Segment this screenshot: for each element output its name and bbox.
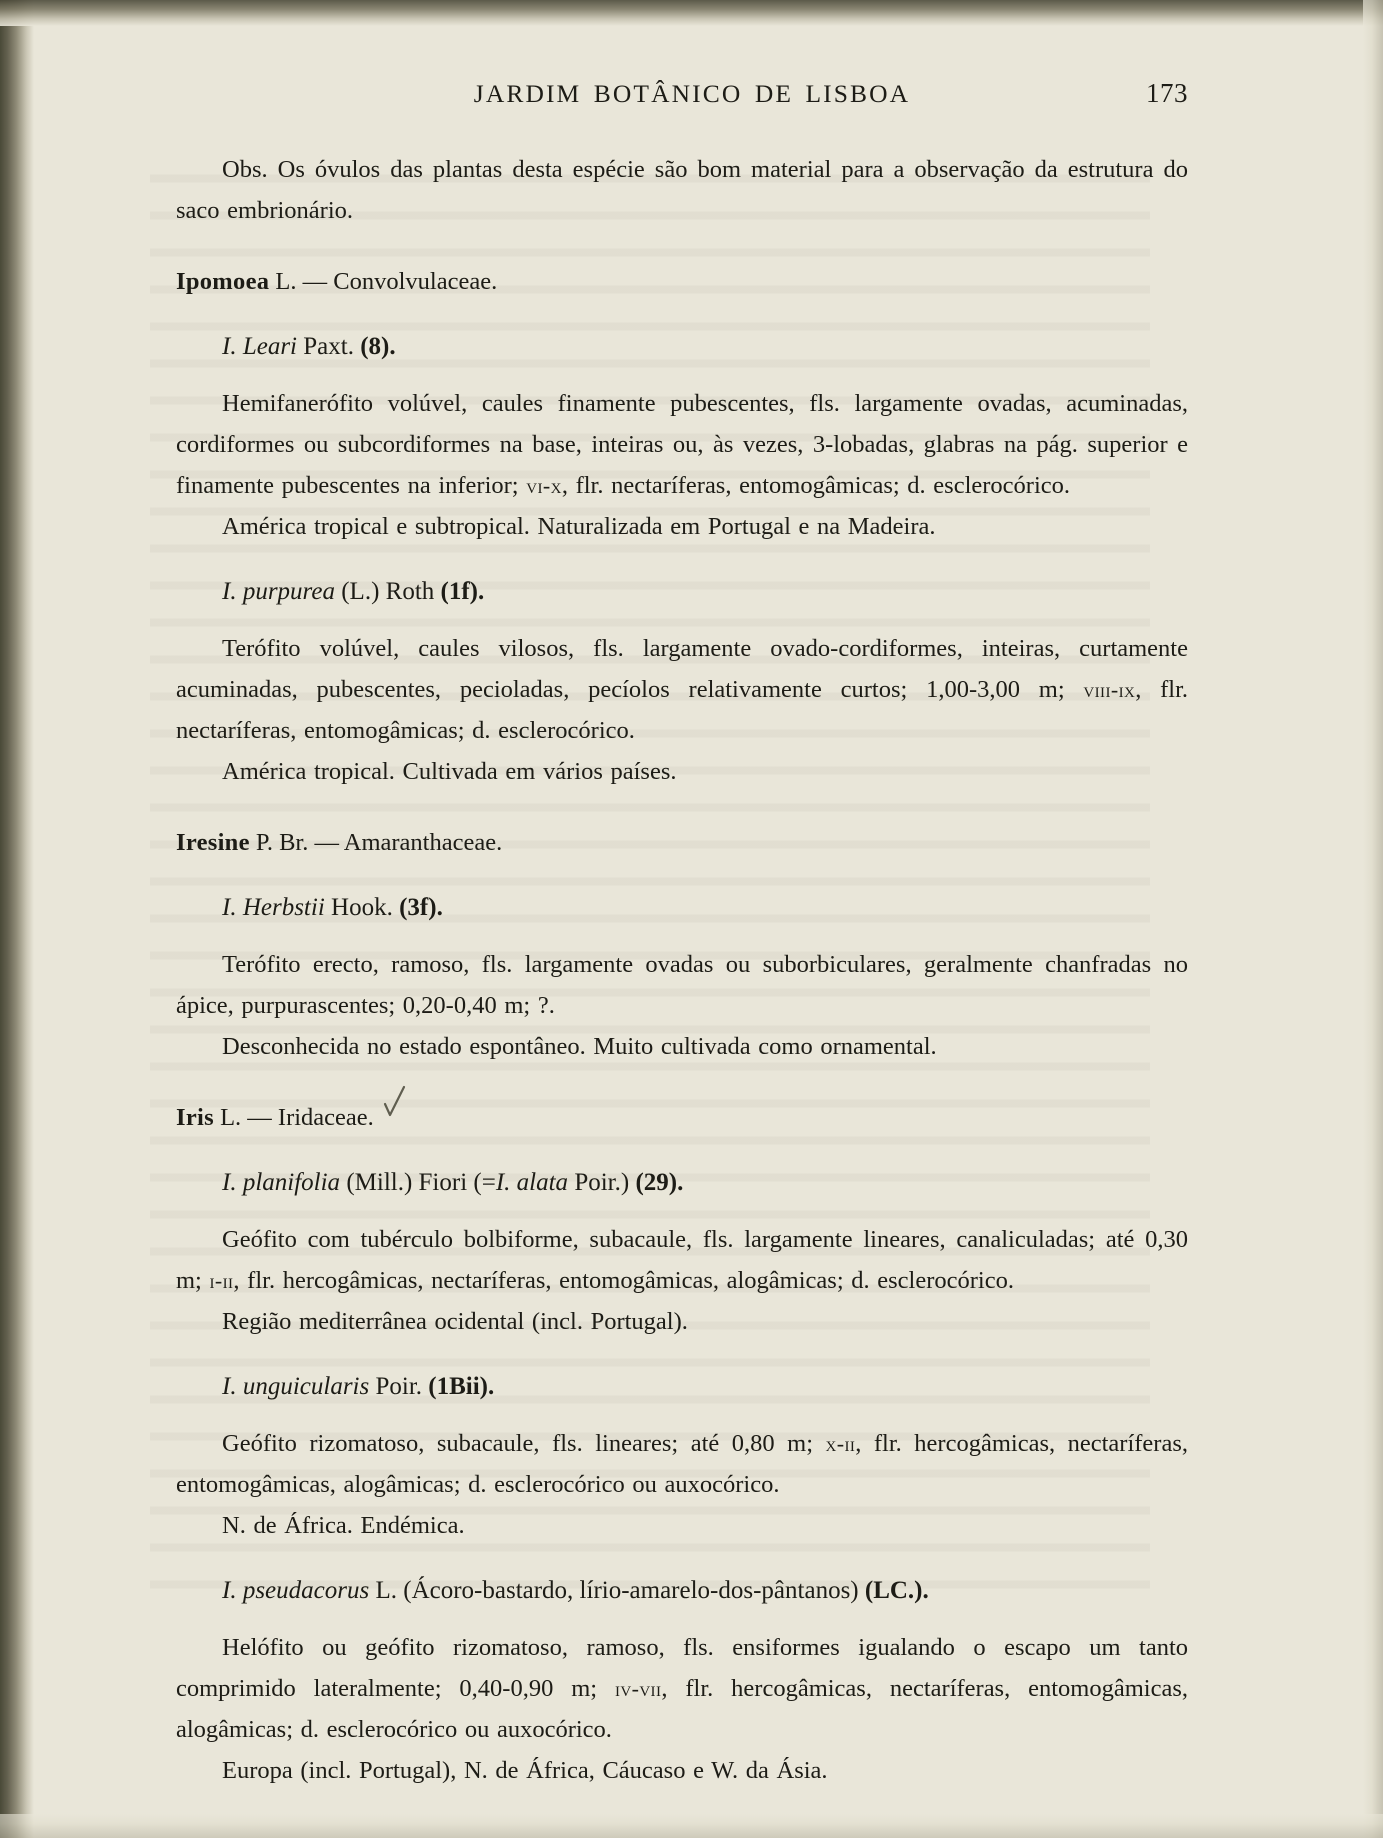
- species-genus-abbr: I.: [222, 1373, 237, 1400]
- species-description-herbstii: [176, 944, 1188, 1026]
- genus-authority-family: L. — Convolvulaceae.: [269, 268, 498, 295]
- species-heading-herbstii: [176, 887, 1188, 928]
- species-number: (8).: [360, 333, 396, 360]
- species-heading-pseudacorus: [176, 1570, 1188, 1611]
- species-heading-unguicularis: [176, 1366, 1188, 1407]
- species-number: (LC.).: [864, 1577, 929, 1604]
- synonym-authority: Poir.): [568, 1169, 636, 1196]
- scan-gutter-top: [0, 0, 1383, 26]
- page-content: [176, 78, 1188, 1791]
- species-authority: Poir.: [369, 1373, 429, 1400]
- genus-name: Ipomoea: [176, 268, 270, 295]
- species-epithet: pseudacorus: [242, 1577, 370, 1604]
- species-epithet: Leari: [242, 333, 298, 360]
- description-tail: , flr. hercogâmicas, nectaríferas, entomogâmicas, alogâmicas; d. esclerocórico ou auxocórico.: [176, 1430, 1188, 1498]
- genus-heading-iresine: [176, 822, 1188, 863]
- species-authority: (L.) Roth: [334, 578, 441, 605]
- species-number: (3f).: [399, 894, 443, 921]
- scan-gutter-left: [0, 0, 34, 1838]
- flowering-months: viii-ix: [1083, 677, 1136, 702]
- species-distribution-unguicularis: N. de África. Endémica.: [222, 1512, 465, 1539]
- species-epithet: unguicularis: [242, 1373, 370, 1400]
- description-tail: , flr. nectaríferas, entomogâmicas; d. esclerocórico.: [176, 676, 1189, 744]
- species-authority: Paxt.: [297, 333, 361, 360]
- species-distribution-purpurea: América tropical. Cultivada em vários países.: [222, 758, 677, 785]
- page-header: [176, 78, 1188, 109]
- species-epithet: planifolia: [242, 1169, 341, 1196]
- synonym-genus-abbr: I.: [495, 1169, 511, 1196]
- description-tail: , flr. hercogâmicas, nectaríferas, entomogâmicas, alogâmicas; d. esclerocórico ou auxocórico.: [176, 1675, 1188, 1743]
- flowering-months: vi-x: [526, 473, 562, 498]
- species-authority: Hook.: [324, 894, 400, 921]
- description-head: Terófito erecto, ramoso, fls. largamente ovadas ou suborbiculares, geralmente chanfradas no ápice, purpurascentes; 0,20-0,40 m; ?.: [176, 951, 1188, 1019]
- description-head: Hemifanerófito volúvel, caules finamente pubescentes, fls. largamente ovadas, acuminadas, cordiformes ou subcordiformes na base, inteiras ou, às vezes, 3-lobadas, glabras na pág. superior e finamente pubescentes na inferior;: [176, 390, 1188, 499]
- flowering-months: iv-vii: [614, 1676, 662, 1701]
- species-genus-abbr: I.: [222, 578, 237, 605]
- species-genus-abbr: I.: [222, 1169, 237, 1196]
- species-description-leari: [176, 383, 1188, 506]
- species-heading-leari: [176, 326, 1188, 367]
- species-number: (1Bii).: [428, 1373, 495, 1400]
- description-tail: , flr. hercogâmicas, nectaríferas, entomogâmicas, alogâmicas; d. esclerocórico.: [233, 1267, 1014, 1294]
- genus-authority-family: L. — Iridaceae.: [213, 1104, 374, 1131]
- species-description-pseudacorus: [176, 1627, 1188, 1750]
- running-head: JARDIM BOTÂNICO DE LISBOA: [473, 79, 911, 108]
- species-description-unguicularis: [176, 1423, 1188, 1505]
- species-genus-abbr: I.: [222, 1577, 237, 1604]
- scan-gutter-bottom: [0, 1814, 1383, 1838]
- flowering-months: i-ii: [209, 1268, 234, 1293]
- species-heading-planifolia: [176, 1162, 1188, 1203]
- genus-name: Iris: [176, 1104, 214, 1131]
- genus-authority-family: P. Br. — Amaranthaceae.: [249, 829, 503, 856]
- observation-paragraph: Obs. Os óvulos das plantas desta espécie são bom material para a observação da estrutura do saco embrionário.: [176, 156, 1188, 224]
- species-epithet: Herbstii: [242, 894, 325, 921]
- flowering-months: x-ii: [825, 1431, 856, 1456]
- description-head: Helófito ou geófito rizomatoso, ramoso, fls. ensiformes igualando o escapo um tanto comprimido lateralmente; 0,40-0,90 m;: [176, 1634, 1188, 1702]
- synonym-epithet: alata: [510, 1169, 569, 1196]
- description-head: Geófito com tubérculo bolbiforme, subacaule, fls. largamente lineares, canaliculadas; até 0,30 m;: [176, 1226, 1188, 1294]
- scan-gutter-right: [1363, 0, 1383, 1838]
- species-authority: (Mill.) Fiori (=: [340, 1169, 496, 1196]
- species-distribution-planifolia: Região mediterrânea ocidental (incl. Portugal).: [222, 1308, 688, 1335]
- species-number: (1f).: [440, 578, 485, 605]
- species-number: (29).: [635, 1169, 684, 1196]
- handwritten-check-icon: [382, 1085, 408, 1119]
- species-distribution-herbstii: Desconhecida no estado espontâneo. Muito cultivada como ornamental.: [222, 1033, 937, 1060]
- species-description-purpurea: [176, 628, 1188, 751]
- description-tail: , flr. nectaríferas, entomogâmicas; d. esclerocórico.: [561, 472, 1070, 499]
- description-head: Geófito rizomatoso, subacaule, fls. lineares; até 0,80 m;: [222, 1430, 826, 1457]
- genus-heading-iris: [176, 1097, 1188, 1138]
- species-genus-abbr: I.: [222, 333, 237, 360]
- page-number: 173: [1146, 78, 1188, 108]
- species-authority: L. (Ácoro-bastardo, lírio-amarelo-dos-pântanos): [369, 1577, 865, 1604]
- species-epithet: purpurea: [242, 578, 335, 605]
- genus-name: Iresine: [176, 829, 250, 856]
- species-description-planifolia: [176, 1219, 1188, 1301]
- species-genus-abbr: I.: [222, 894, 237, 921]
- species-distribution-pseudacorus: Europa (incl. Portugal), N. de África, Cáucaso e W. da Ásia.: [222, 1757, 828, 1784]
- species-heading-purpurea: [176, 571, 1188, 612]
- species-distribution-leari: América tropical e subtropical. Naturalizada em Portugal e na Madeira.: [222, 513, 936, 540]
- description-head: Terófito volúvel, caules vilosos, fls. largamente ovado-cordiformes, inteiras, curtamente acuminadas, pubescentes, pecioladas, pecíolos relativamente curtos; 1,00-3,00 m;: [176, 635, 1188, 703]
- genus-heading-ipomoea: [176, 261, 1188, 302]
